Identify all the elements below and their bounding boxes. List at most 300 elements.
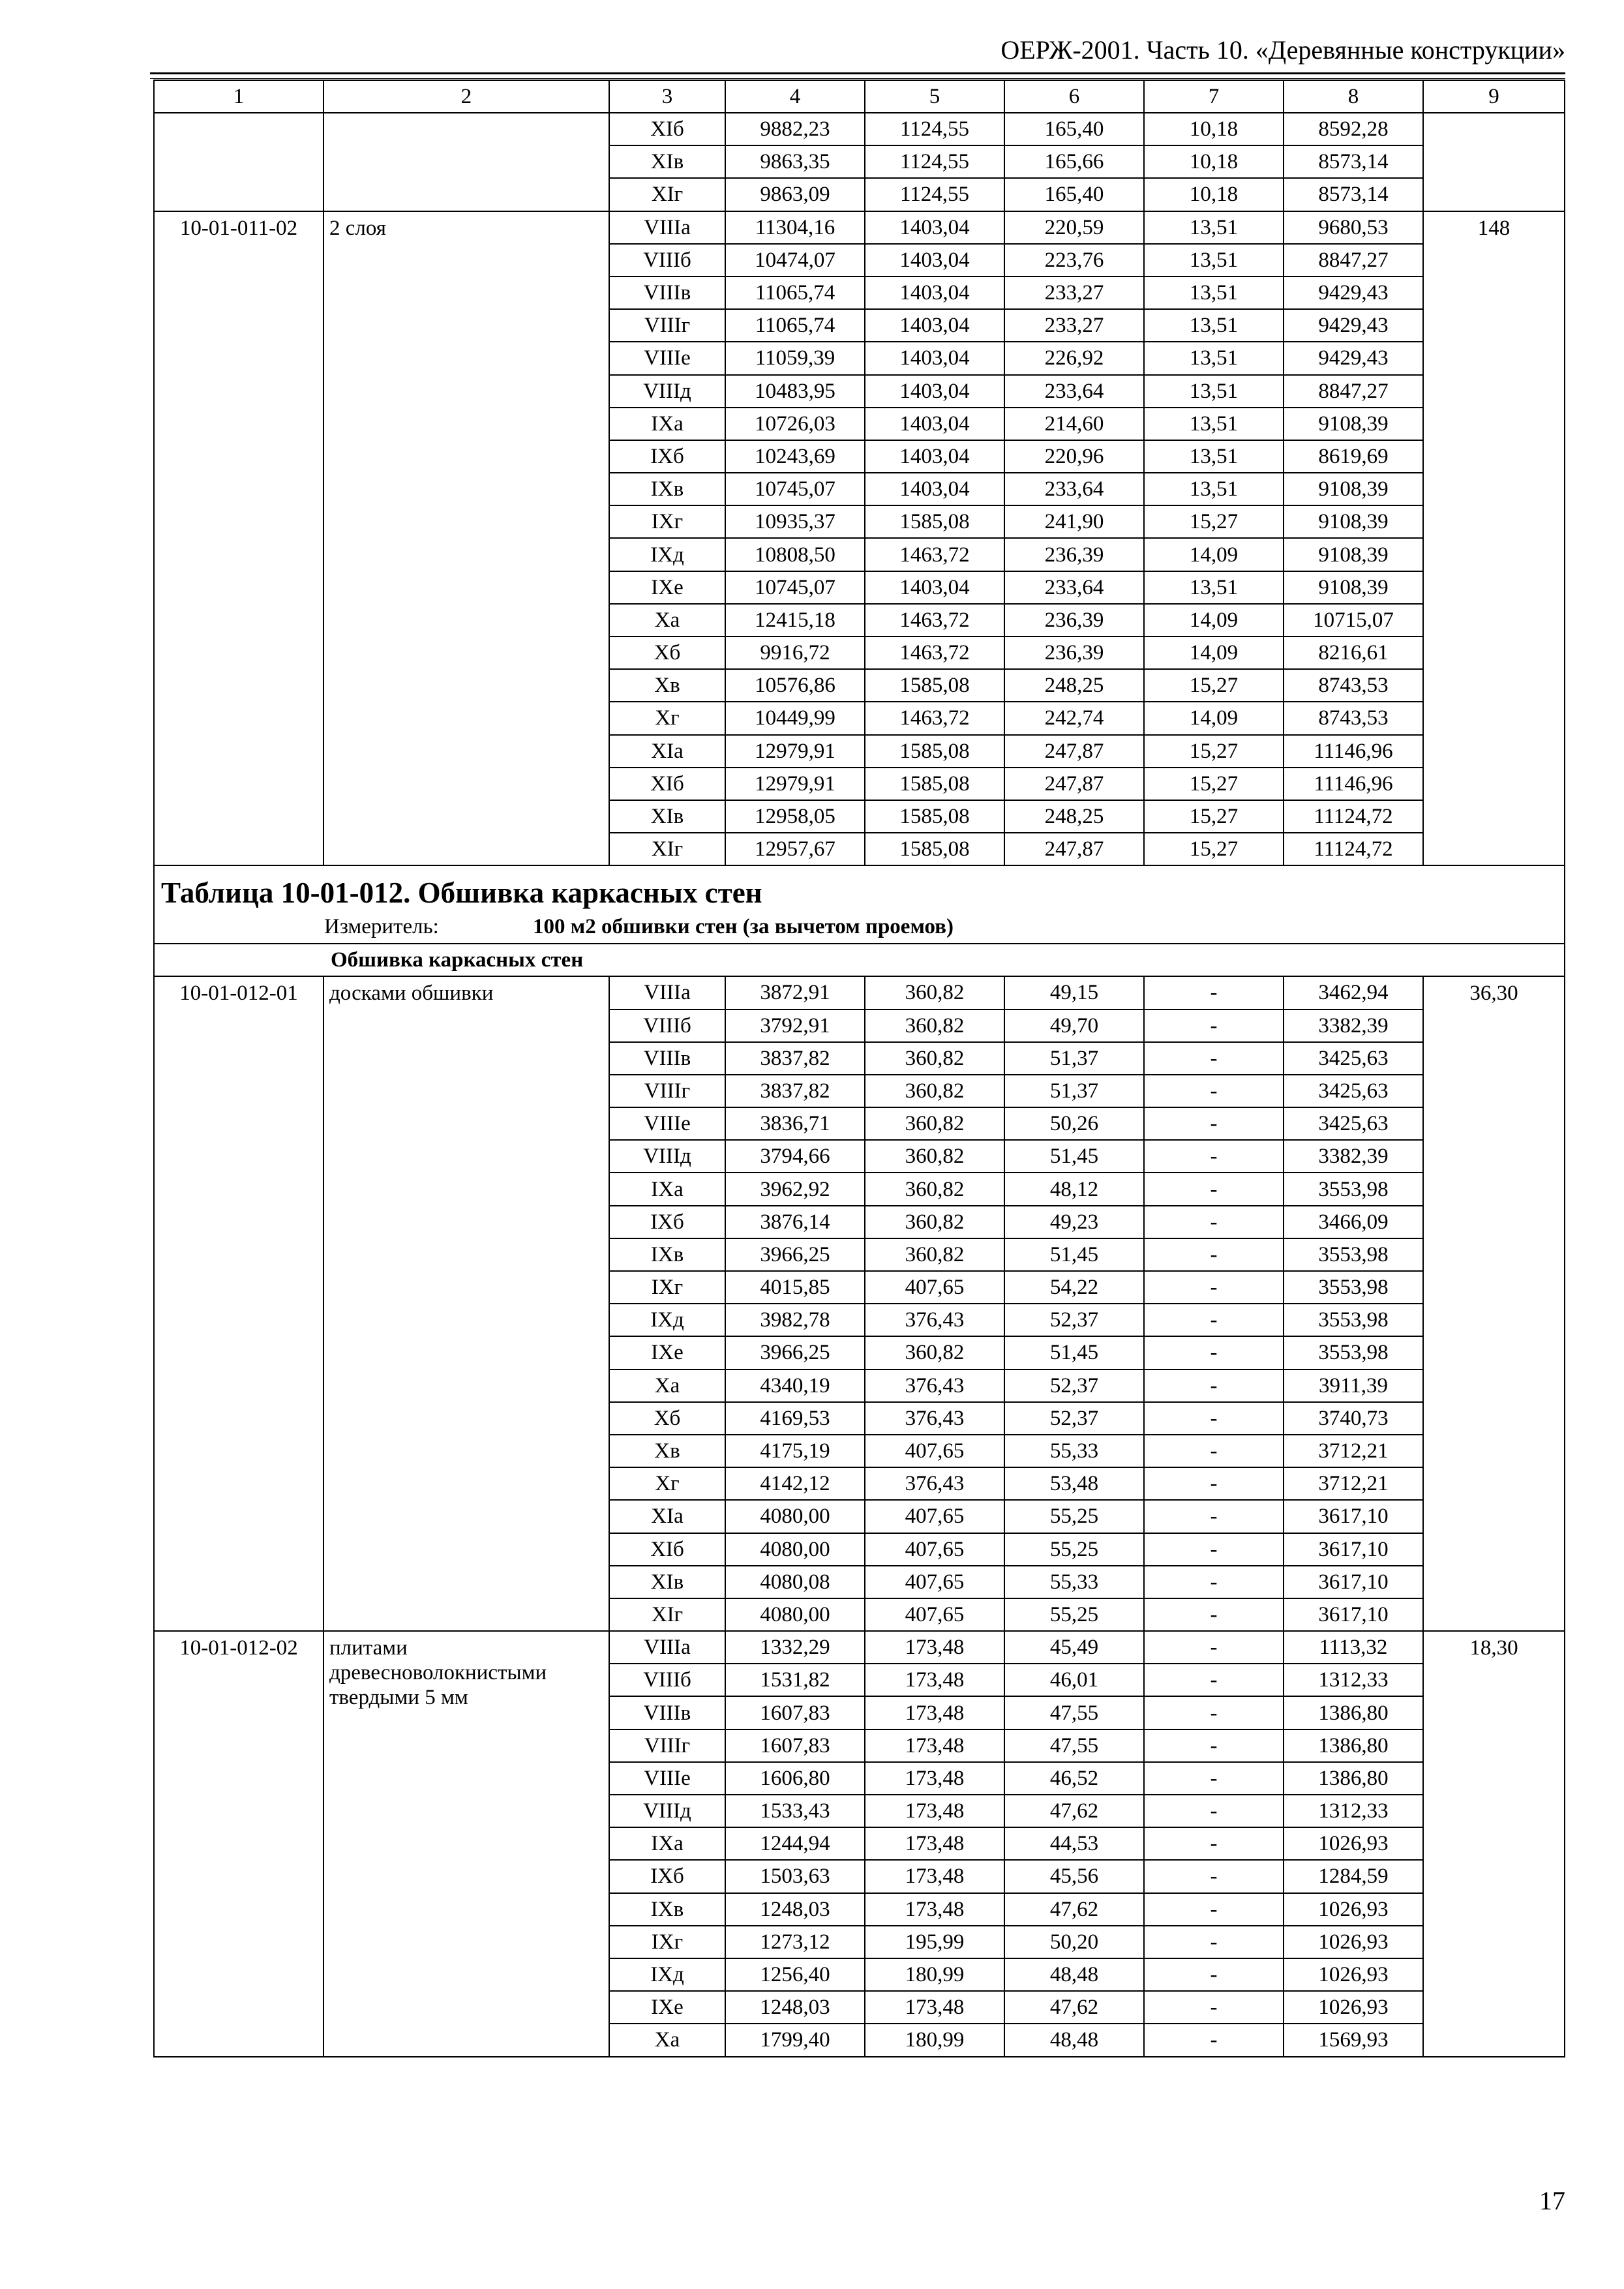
operator-wage: - bbox=[1144, 1893, 1284, 1926]
total-cost: 12957,67 bbox=[725, 833, 865, 865]
labor-cost: 180,99 bbox=[865, 1958, 1004, 1991]
total-cost: 4015,85 bbox=[725, 1271, 865, 1304]
total-cost: 3982,78 bbox=[725, 1304, 865, 1336]
material-cost: 8573,14 bbox=[1284, 145, 1423, 178]
zone-code: VIIIг bbox=[609, 1075, 725, 1107]
operator-wage: - bbox=[1144, 1467, 1284, 1500]
operator-wage: 14,09 bbox=[1144, 636, 1284, 669]
machine-cost: 226,92 bbox=[1004, 342, 1144, 374]
zone-code: Xг bbox=[609, 1467, 725, 1500]
column-number-row bbox=[154, 80, 1565, 113]
material-cost: 3617,10 bbox=[1284, 1533, 1423, 1566]
total-cost: 10449,99 bbox=[725, 702, 865, 734]
operator-wage: - bbox=[1144, 1795, 1284, 1827]
operator-wage: - bbox=[1144, 1173, 1284, 1205]
total-cost: 12979,91 bbox=[725, 735, 865, 768]
labor-cost: 376,43 bbox=[865, 1304, 1004, 1336]
labor-cost: 407,65 bbox=[865, 1598, 1004, 1631]
operator-wage: - bbox=[1144, 1958, 1284, 1991]
total-cost: 1607,83 bbox=[725, 1729, 865, 1762]
labor-cost: 407,65 bbox=[865, 1271, 1004, 1304]
labor-cost: 1124,55 bbox=[865, 178, 1004, 211]
labor-cost: 360,82 bbox=[865, 976, 1004, 1009]
zone-code: VIIIг bbox=[609, 1729, 725, 1762]
zone-code: IXа bbox=[609, 1827, 725, 1860]
machine-cost: 55,25 bbox=[1004, 1598, 1144, 1631]
material-cost: 1026,93 bbox=[1284, 1926, 1423, 1958]
total-cost: 12958,05 bbox=[725, 800, 865, 833]
operator-wage: - bbox=[1144, 1991, 1284, 2024]
zone-code: IXе bbox=[609, 571, 725, 604]
operator-wage: 13,51 bbox=[1144, 211, 1284, 244]
labor-cost: 1403,04 bbox=[865, 309, 1004, 342]
machine-cost: 233,27 bbox=[1004, 277, 1144, 309]
operator-wage: - bbox=[1144, 1369, 1284, 1402]
page-number: 17 bbox=[1539, 2186, 1565, 2215]
material-cost: 8743,53 bbox=[1284, 702, 1423, 734]
zone-code: IXб bbox=[609, 440, 725, 473]
labor-cost: 360,82 bbox=[865, 1206, 1004, 1238]
zone-code: VIIIб bbox=[609, 1010, 725, 1042]
labor-cost: 360,82 bbox=[865, 1042, 1004, 1075]
total-cost: 4175,19 bbox=[725, 1435, 865, 1467]
operator-wage: - bbox=[1144, 1304, 1284, 1336]
zone-code: Xв bbox=[609, 669, 725, 702]
operator-wage: 15,27 bbox=[1144, 768, 1284, 800]
total-cost: 10474,07 bbox=[725, 244, 865, 277]
operator-wage: 13,51 bbox=[1144, 309, 1284, 342]
labor-cost: 173,48 bbox=[865, 1827, 1004, 1860]
zone-code: IXд bbox=[609, 1304, 725, 1336]
operator-wage: 15,27 bbox=[1144, 735, 1284, 768]
zone-code: VIIIг bbox=[609, 309, 725, 342]
machine-cost: 44,53 bbox=[1004, 1827, 1144, 1860]
labor-cost: 1403,04 bbox=[865, 571, 1004, 604]
labor-cost: 1463,72 bbox=[865, 636, 1004, 669]
machine-cost: 247,87 bbox=[1004, 833, 1144, 865]
material-cost: 8847,27 bbox=[1284, 375, 1423, 408]
machine-cost: 165,40 bbox=[1004, 178, 1144, 211]
zone-code: VIIIд bbox=[609, 1795, 725, 1827]
rate-code: 10-01-012-01 bbox=[154, 976, 323, 1631]
zone-code: XIг bbox=[609, 833, 725, 865]
machine-cost: 51,45 bbox=[1004, 1238, 1144, 1271]
total-cost: 9882,23 bbox=[725, 113, 865, 145]
total-cost: 3837,82 bbox=[725, 1075, 865, 1107]
machine-cost: 214,60 bbox=[1004, 408, 1144, 440]
machine-cost: 55,25 bbox=[1004, 1533, 1144, 1566]
zone-code: IXв bbox=[609, 1893, 725, 1926]
material-cost: 3712,21 bbox=[1284, 1435, 1423, 1467]
labor-cost: 1585,08 bbox=[865, 768, 1004, 800]
labor-cost: 1403,04 bbox=[865, 375, 1004, 408]
total-cost: 10935,37 bbox=[725, 505, 865, 538]
machine-cost: 47,62 bbox=[1004, 1795, 1144, 1827]
material-cost: 3617,10 bbox=[1284, 1566, 1423, 1598]
material-cost: 9429,43 bbox=[1284, 277, 1423, 309]
labor-cost: 1585,08 bbox=[865, 669, 1004, 702]
meter-row bbox=[154, 910, 1565, 944]
zone-code: VIIIе bbox=[609, 1762, 725, 1795]
table-title: Таблица 10-01-012. Обшивка каркасных стен bbox=[154, 865, 1565, 910]
labor-cost: 360,82 bbox=[865, 1075, 1004, 1107]
total-cost: 10726,03 bbox=[725, 408, 865, 440]
machine-cost: 247,87 bbox=[1004, 735, 1144, 768]
table-row bbox=[154, 1631, 1565, 1664]
material-cost: 9108,39 bbox=[1284, 473, 1423, 505]
machine-cost: 233,64 bbox=[1004, 375, 1144, 408]
zone-code: XIг bbox=[609, 1598, 725, 1631]
operator-wage: - bbox=[1144, 1631, 1284, 1664]
machine-cost: 165,66 bbox=[1004, 145, 1144, 178]
total-cost: 3966,25 bbox=[725, 1336, 865, 1369]
labor-cost: 1585,08 bbox=[865, 800, 1004, 833]
section-row bbox=[154, 944, 1565, 976]
total-cost: 3872,91 bbox=[725, 976, 865, 1009]
zone-code: XIб bbox=[609, 113, 725, 145]
material-cost: 1312,33 bbox=[1284, 1795, 1423, 1827]
machine-cost: 47,62 bbox=[1004, 1893, 1144, 1926]
machine-cost: 55,33 bbox=[1004, 1566, 1144, 1598]
labor-cost: 1403,04 bbox=[865, 473, 1004, 505]
machine-cost: 220,59 bbox=[1004, 211, 1144, 244]
material-cost: 3425,63 bbox=[1284, 1042, 1423, 1075]
material-cost: 1026,93 bbox=[1284, 1958, 1423, 1991]
operator-wage: - bbox=[1144, 1533, 1284, 1566]
labor-hours bbox=[1423, 113, 1565, 211]
operator-wage: - bbox=[1144, 1435, 1284, 1467]
document-header: ОЕРЖ-2001. Часть 10. «Деревянные конструкции» bbox=[1000, 35, 1565, 65]
machine-cost: 52,37 bbox=[1004, 1369, 1144, 1402]
operator-wage: - bbox=[1144, 1042, 1284, 1075]
machine-cost: 46,01 bbox=[1004, 1664, 1144, 1696]
material-cost: 3911,39 bbox=[1284, 1369, 1423, 1402]
machine-cost: 236,39 bbox=[1004, 636, 1144, 669]
labor-cost: 1403,04 bbox=[865, 211, 1004, 244]
material-cost: 9680,53 bbox=[1284, 211, 1423, 244]
material-cost: 9108,39 bbox=[1284, 505, 1423, 538]
labor-cost: 1463,72 bbox=[865, 604, 1004, 636]
material-cost: 1569,93 bbox=[1284, 2024, 1423, 2056]
labor-cost: 376,43 bbox=[865, 1369, 1004, 1402]
operator-wage: 15,27 bbox=[1144, 669, 1284, 702]
material-cost: 3466,09 bbox=[1284, 1206, 1423, 1238]
machine-cost: 50,26 bbox=[1004, 1107, 1144, 1140]
labor-cost: 173,48 bbox=[865, 1664, 1004, 1696]
total-cost: 4142,12 bbox=[725, 1467, 865, 1500]
column-number: 3 bbox=[609, 80, 725, 113]
labor-cost: 376,43 bbox=[865, 1467, 1004, 1500]
total-cost: 3792,91 bbox=[725, 1010, 865, 1042]
labor-cost: 407,65 bbox=[865, 1566, 1004, 1598]
material-cost: 8847,27 bbox=[1284, 244, 1423, 277]
operator-wage: - bbox=[1144, 1566, 1284, 1598]
total-cost: 1531,82 bbox=[725, 1664, 865, 1696]
material-cost: 3382,39 bbox=[1284, 1010, 1423, 1042]
column-number: 5 bbox=[865, 80, 1004, 113]
machine-cost: 52,37 bbox=[1004, 1304, 1144, 1336]
total-cost: 10576,86 bbox=[725, 669, 865, 702]
total-cost: 12979,91 bbox=[725, 768, 865, 800]
labor-cost: 360,82 bbox=[865, 1140, 1004, 1173]
operator-wage: - bbox=[1144, 1598, 1284, 1631]
zone-code: Xг bbox=[609, 702, 725, 734]
zone-code: Xв bbox=[609, 1435, 725, 1467]
material-cost: 3553,98 bbox=[1284, 1271, 1423, 1304]
material-cost: 11124,72 bbox=[1284, 800, 1423, 833]
table-row bbox=[154, 211, 1565, 244]
zone-code: VIIIв bbox=[609, 1696, 725, 1729]
column-number: 8 bbox=[1284, 80, 1423, 113]
operator-wage: - bbox=[1144, 1206, 1284, 1238]
material-cost: 3740,73 bbox=[1284, 1402, 1423, 1435]
operator-wage: - bbox=[1144, 1107, 1284, 1140]
operator-wage: - bbox=[1144, 1336, 1284, 1369]
machine-cost: 241,90 bbox=[1004, 505, 1144, 538]
operator-wage: - bbox=[1144, 976, 1284, 1009]
machine-cost: 233,64 bbox=[1004, 473, 1144, 505]
zone-code: IXв bbox=[609, 473, 725, 505]
machine-cost: 55,25 bbox=[1004, 1500, 1144, 1533]
total-cost: 3794,66 bbox=[725, 1140, 865, 1173]
total-cost: 1607,83 bbox=[725, 1696, 865, 1729]
total-cost: 1273,12 bbox=[725, 1926, 865, 1958]
operator-wage: - bbox=[1144, 1238, 1284, 1271]
zone-code: IXг bbox=[609, 505, 725, 538]
machine-cost: 49,70 bbox=[1004, 1010, 1144, 1042]
zone-code: XIг bbox=[609, 178, 725, 211]
zone-code: IXа bbox=[609, 408, 725, 440]
machine-cost: 45,56 bbox=[1004, 1860, 1144, 1893]
labor-cost: 376,43 bbox=[865, 1402, 1004, 1435]
material-cost: 9108,39 bbox=[1284, 571, 1423, 604]
total-cost: 1503,63 bbox=[725, 1860, 865, 1893]
zone-code: XIб bbox=[609, 768, 725, 800]
total-cost: 1332,29 bbox=[725, 1631, 865, 1664]
machine-cost: 49,23 bbox=[1004, 1206, 1144, 1238]
labor-cost: 1124,55 bbox=[865, 145, 1004, 178]
operator-wage: 13,51 bbox=[1144, 375, 1284, 408]
zone-code: VIIIе bbox=[609, 1107, 725, 1140]
labor-cost: 173,48 bbox=[865, 1893, 1004, 1926]
material-cost: 1386,80 bbox=[1284, 1762, 1423, 1795]
labor-cost: 173,48 bbox=[865, 1729, 1004, 1762]
total-cost: 11065,74 bbox=[725, 277, 865, 309]
total-cost: 11065,74 bbox=[725, 309, 865, 342]
labor-cost: 1585,08 bbox=[865, 833, 1004, 865]
total-cost: 10745,07 bbox=[725, 473, 865, 505]
table-body bbox=[154, 80, 1565, 2057]
machine-cost: 233,27 bbox=[1004, 309, 1144, 342]
material-cost: 3553,98 bbox=[1284, 1173, 1423, 1205]
operator-wage: 10,18 bbox=[1144, 178, 1284, 211]
total-cost: 1256,40 bbox=[725, 1958, 865, 1991]
total-cost: 4080,00 bbox=[725, 1533, 865, 1566]
material-cost: 9429,43 bbox=[1284, 342, 1423, 374]
labor-hours: 18,30 bbox=[1423, 1631, 1565, 2056]
operator-wage: 10,18 bbox=[1144, 145, 1284, 178]
column-number: 2 bbox=[323, 80, 609, 113]
machine-cost: 48,12 bbox=[1004, 1173, 1144, 1205]
labor-cost: 173,48 bbox=[865, 1795, 1004, 1827]
machine-cost: 54,22 bbox=[1004, 1271, 1144, 1304]
zone-code: XIб bbox=[609, 1533, 725, 1566]
labor-cost: 407,65 bbox=[865, 1500, 1004, 1533]
operator-wage: - bbox=[1144, 1075, 1284, 1107]
machine-cost: 247,87 bbox=[1004, 768, 1144, 800]
zone-code: VIIIа bbox=[609, 211, 725, 244]
labor-cost: 407,65 bbox=[865, 1435, 1004, 1467]
operator-wage: - bbox=[1144, 1827, 1284, 1860]
operator-wage: 13,51 bbox=[1144, 342, 1284, 374]
machine-cost: 51,37 bbox=[1004, 1042, 1144, 1075]
operator-wage: - bbox=[1144, 1010, 1284, 1042]
rate-code bbox=[154, 113, 323, 211]
labor-cost: 195,99 bbox=[865, 1926, 1004, 1958]
total-cost: 1248,03 bbox=[725, 1991, 865, 2024]
machine-cost: 233,64 bbox=[1004, 571, 1144, 604]
operator-wage: 14,09 bbox=[1144, 604, 1284, 636]
total-cost: 1244,94 bbox=[725, 1827, 865, 1860]
operator-wage: 14,09 bbox=[1144, 702, 1284, 734]
zone-code: VIIIд bbox=[609, 375, 725, 408]
total-cost: 9863,35 bbox=[725, 145, 865, 178]
labor-cost: 1403,04 bbox=[865, 277, 1004, 309]
table-title-row bbox=[154, 865, 1565, 910]
labor-cost: 173,48 bbox=[865, 1762, 1004, 1795]
material-cost: 8743,53 bbox=[1284, 669, 1423, 702]
total-cost: 3876,14 bbox=[725, 1206, 865, 1238]
labor-cost: 180,99 bbox=[865, 2024, 1004, 2056]
zone-code: XIв bbox=[609, 800, 725, 833]
zone-code: XIв bbox=[609, 1566, 725, 1598]
material-cost: 3553,98 bbox=[1284, 1336, 1423, 1369]
total-cost: 1606,80 bbox=[725, 1762, 865, 1795]
machine-cost: 46,52 bbox=[1004, 1762, 1144, 1795]
operator-wage: - bbox=[1144, 1762, 1284, 1795]
labor-cost: 360,82 bbox=[865, 1010, 1004, 1042]
work-name: 2 слоя bbox=[323, 211, 609, 866]
zone-code: XIа bbox=[609, 1500, 725, 1533]
total-cost: 11304,16 bbox=[725, 211, 865, 244]
operator-wage: - bbox=[1144, 1271, 1284, 1304]
machine-cost: 49,15 bbox=[1004, 976, 1144, 1009]
zone-code: IXб bbox=[609, 1860, 725, 1893]
rate-code: 10-01-012-02 bbox=[154, 1631, 323, 2056]
rate-code: 10-01-011-02 bbox=[154, 211, 323, 866]
table-row bbox=[154, 976, 1565, 1009]
meter-label: Измеритель: bbox=[324, 914, 439, 938]
material-cost: 8619,69 bbox=[1284, 440, 1423, 473]
operator-wage: 15,27 bbox=[1144, 833, 1284, 865]
machine-cost: 242,74 bbox=[1004, 702, 1144, 734]
labor-cost: 407,65 bbox=[865, 1533, 1004, 1566]
material-cost: 3462,94 bbox=[1284, 976, 1423, 1009]
operator-wage: 15,27 bbox=[1144, 505, 1284, 538]
total-cost: 1248,03 bbox=[725, 1893, 865, 1926]
material-cost: 3617,10 bbox=[1284, 1500, 1423, 1533]
zone-code: IXг bbox=[609, 1926, 725, 1958]
material-cost: 1284,59 bbox=[1284, 1860, 1423, 1893]
material-cost: 3553,98 bbox=[1284, 1238, 1423, 1271]
machine-cost: 53,48 bbox=[1004, 1467, 1144, 1500]
column-number: 6 bbox=[1004, 80, 1144, 113]
total-cost: 11059,39 bbox=[725, 342, 865, 374]
zone-code: IXд bbox=[609, 538, 725, 571]
machine-cost: 165,40 bbox=[1004, 113, 1144, 145]
total-cost: 1799,40 bbox=[725, 2024, 865, 2056]
column-number: 1 bbox=[154, 80, 323, 113]
machine-cost: 52,37 bbox=[1004, 1402, 1144, 1435]
labor-cost: 360,82 bbox=[865, 1173, 1004, 1205]
material-cost: 3553,98 bbox=[1284, 1304, 1423, 1336]
operator-wage: - bbox=[1144, 1140, 1284, 1173]
material-cost: 3425,63 bbox=[1284, 1107, 1423, 1140]
operator-wage: - bbox=[1144, 1664, 1284, 1696]
material-cost: 11124,72 bbox=[1284, 833, 1423, 865]
labor-cost: 1124,55 bbox=[865, 113, 1004, 145]
total-cost: 3836,71 bbox=[725, 1107, 865, 1140]
zone-code: IXб bbox=[609, 1206, 725, 1238]
total-cost: 12415,18 bbox=[725, 604, 865, 636]
operator-wage: - bbox=[1144, 2024, 1284, 2056]
machine-cost: 47,55 bbox=[1004, 1729, 1144, 1762]
labor-hours: 148 bbox=[1423, 211, 1565, 866]
total-cost: 4080,08 bbox=[725, 1566, 865, 1598]
machine-cost: 248,25 bbox=[1004, 800, 1144, 833]
labor-cost: 360,82 bbox=[865, 1107, 1004, 1140]
labor-cost: 173,48 bbox=[865, 1860, 1004, 1893]
zone-code: IXг bbox=[609, 1271, 725, 1304]
section-label: Обшивка каркасных стен bbox=[331, 948, 584, 972]
machine-cost: 236,39 bbox=[1004, 538, 1144, 571]
labor-cost: 1463,72 bbox=[865, 538, 1004, 571]
machine-cost: 51,45 bbox=[1004, 1336, 1144, 1369]
operator-wage: 13,51 bbox=[1144, 244, 1284, 277]
work-name: досками обшивки bbox=[323, 976, 609, 1631]
table-row bbox=[154, 113, 1565, 145]
total-cost: 1533,43 bbox=[725, 1795, 865, 1827]
meter-value: 100 м2 обшивки стен (за вычетом проемов) bbox=[533, 914, 954, 938]
work-name bbox=[323, 113, 609, 211]
zone-code: IXе bbox=[609, 1336, 725, 1369]
zone-code: IXд bbox=[609, 1958, 725, 1991]
zone-code: Xа bbox=[609, 1369, 725, 1402]
operator-wage: - bbox=[1144, 1729, 1284, 1762]
material-cost: 9108,39 bbox=[1284, 538, 1423, 571]
operator-wage: - bbox=[1144, 1860, 1284, 1893]
zone-code: VIIIа bbox=[609, 976, 725, 1009]
total-cost: 4080,00 bbox=[725, 1500, 865, 1533]
meter-cell bbox=[154, 910, 1565, 944]
machine-cost: 223,76 bbox=[1004, 244, 1144, 277]
zone-code: XIв bbox=[609, 145, 725, 178]
machine-cost: 47,55 bbox=[1004, 1696, 1144, 1729]
material-cost: 8216,61 bbox=[1284, 636, 1423, 669]
labor-cost: 173,48 bbox=[865, 1696, 1004, 1729]
labor-cost: 1403,04 bbox=[865, 342, 1004, 374]
operator-wage: - bbox=[1144, 1696, 1284, 1729]
operator-wage: 14,09 bbox=[1144, 538, 1284, 571]
material-cost: 10715,07 bbox=[1284, 604, 1423, 636]
machine-cost: 51,37 bbox=[1004, 1075, 1144, 1107]
material-cost: 8573,14 bbox=[1284, 178, 1423, 211]
zone-code: Xа bbox=[609, 2024, 725, 2056]
zone-code: VIIIа bbox=[609, 1631, 725, 1664]
material-cost: 1312,33 bbox=[1284, 1664, 1423, 1696]
labor-cost: 360,82 bbox=[865, 1336, 1004, 1369]
zone-code: VIIIд bbox=[609, 1140, 725, 1173]
